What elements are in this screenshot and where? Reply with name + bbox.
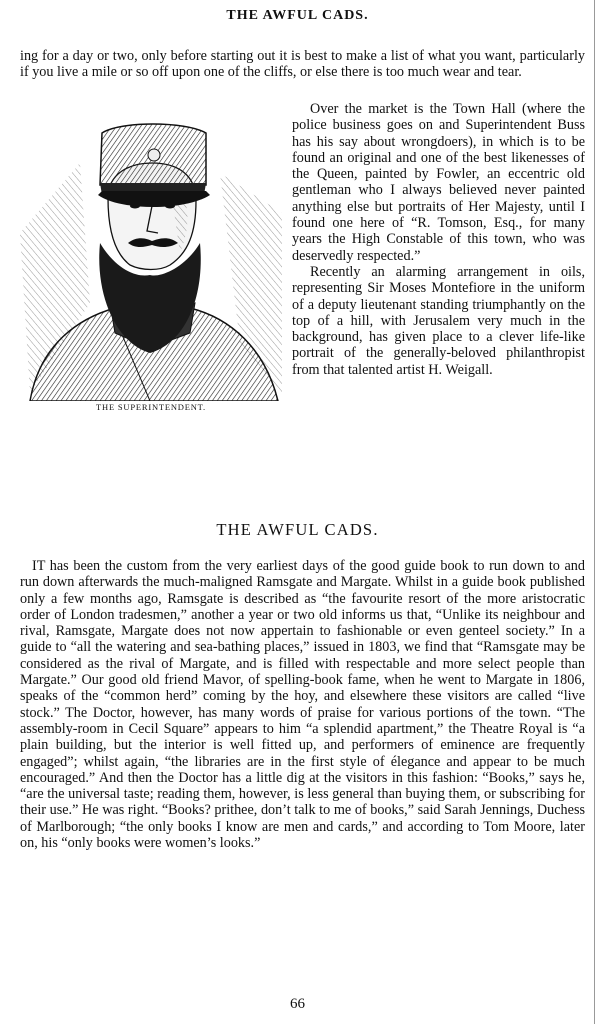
section-body-paragraph: IT has been the custom from the very earliest days of the good guide book to run down to and run down afterwards the much-maligned Ramsgate and Margate. Whilst in a guide book published only a few months ago, Ramsgate is described as “the favourite resort of the more aristocratic order of London tradesmen,” another a year or two old informs us that, “Unlike its neighbour and rival, Ramsgate, Margate does not now appertain to fashionable or even genteel society.” In a guide to “all the watering and sea-bathing places,” issued in 1803, we find that “Ramsgate may be considered as the rival of Margate, and is filled with respectable and more select people than Margate.” Our good old friend Mavor, of spelling-book fame, when he went to Margate in 1806, speaks of the “common herd” coming by the hoy, and elsewhere these visitors are called “live stock.” The Doctor, however, has many words of praise for various portions of the town. “The assembly-room in Cecil Square” appears to him “a splendid apartment,” the Theatre Royal is “a plain building, but the interior is well fitted up, and performers of eminence are frequently engaged”; whilst again, “the libraries are in the first style of élegance and appear to be much encouraged.” And then the Doctor has a little dig at the visitors in this fashion: “Books,” says he, “are the universal taste; reading them, however, is less general than buying them, or subscribing for their use.” He was right. “Books? prithee, don’t talk to me of books,” said Sarah Jennings, Duchess of Marlborough; “the only books I know are men and cards,” and according to Tom Moore, later on, his “only books were women’s looks.” — [20, 558, 585, 852]
page-number: 66 — [290, 996, 305, 1012]
superintendent-portrait-engraving — [20, 103, 282, 401]
superintendent-figure — [20, 103, 282, 423]
section-title: THE AWFUL CADS. — [216, 520, 379, 539]
town-hall-paragraph: Over the market is the Town Hall (where the police business goes on and Superintendent Buss has his say about wrongdoers), in which is to be found an original and one of the best likenesses of the Queen, painted by Fowler, an eccentric old gentleman who I always believed never painted anything else but portraits of Her Majesty, until I found one here of “R. Tomson, Esq., for many years the High Constable of this town, who was deservedly respected.” — [292, 101, 585, 264]
running-head: THE AWFUL CADS. — [226, 8, 369, 23]
montefiore-paragraph: Recently an alarming arrangement in oils, representing Sir Moses Montefiore in the uniform of a deputy lieutenant standing triumphantly on the top of a hill, with Jerusalem very much in the background, has given place to a clever life-like portrait of the generally-beloved philanthropist from that talented artist H. Weigall. — [292, 263, 585, 378]
figure-caption: THE SUPERINTENDENT. — [96, 402, 206, 412]
intro-paragraph: ing for a day or two, only before starting out it is best to make a list of what you want, particularly if you live a mile or so off upon one of the cliffs, or else there is too much wear and tear. — [20, 48, 585, 81]
town-hall-section — [20, 101, 585, 423]
